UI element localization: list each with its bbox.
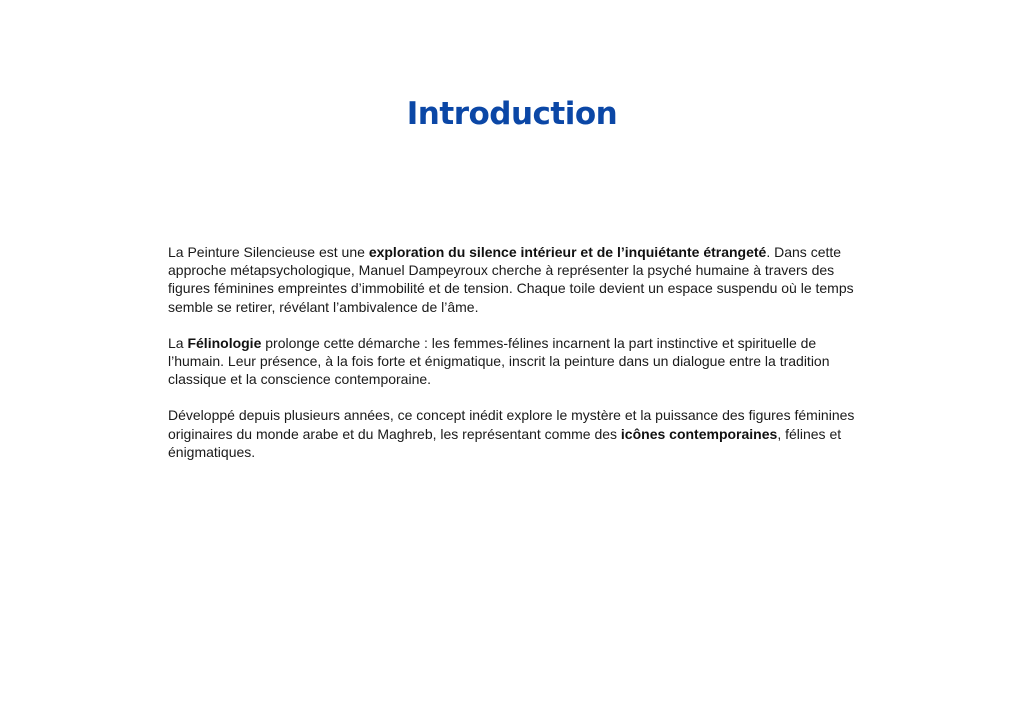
page-title: Introduction xyxy=(406,96,618,132)
paragraph-text: La xyxy=(168,334,188,351)
body-text xyxy=(168,243,858,479)
emphasis-text: exploration du silence intérieur et de l’inquiétante étrangeté xyxy=(368,244,767,260)
paragraph-peinture-silencieuse xyxy=(168,243,858,316)
paragraph-text: prolonge cette démarche : les femmes-félines incarnent la part instinctive et spirituelle de l’humain. Leur présence, à la fois forte et énigmatique, inscrit la peinture dans un dialogue entre la tradition classique et la conscience contemporaine. xyxy=(168,334,830,388)
emphasis-text: Félinologie xyxy=(187,334,262,351)
emphasis-text: icônes contemporaines xyxy=(620,425,778,442)
paragraph-text: La Peinture Silencieuse est une xyxy=(168,244,369,260)
paragraph-felinologie xyxy=(168,334,858,389)
paragraph-text: . Dans cette approche métapsychologique, Manuel Dampeyroux cherche à représenter la psyché humaine à travers des figures féminines empreintes d’immobilité et de tension. Chaque toile devient un espace suspendu où le temps semble se retirer, révélant l’ambivalence de l’âme. xyxy=(168,244,854,315)
paragraph-text: , félines et énigmatiques. xyxy=(168,425,842,460)
paragraph-concept xyxy=(168,406,858,461)
paragraph-text: Développé depuis plusieurs années, ce concept inédit explore le mystère et la puissance des figures féminines originaires du monde arabe et du Maghreb, les représentant comme des xyxy=(168,407,855,442)
